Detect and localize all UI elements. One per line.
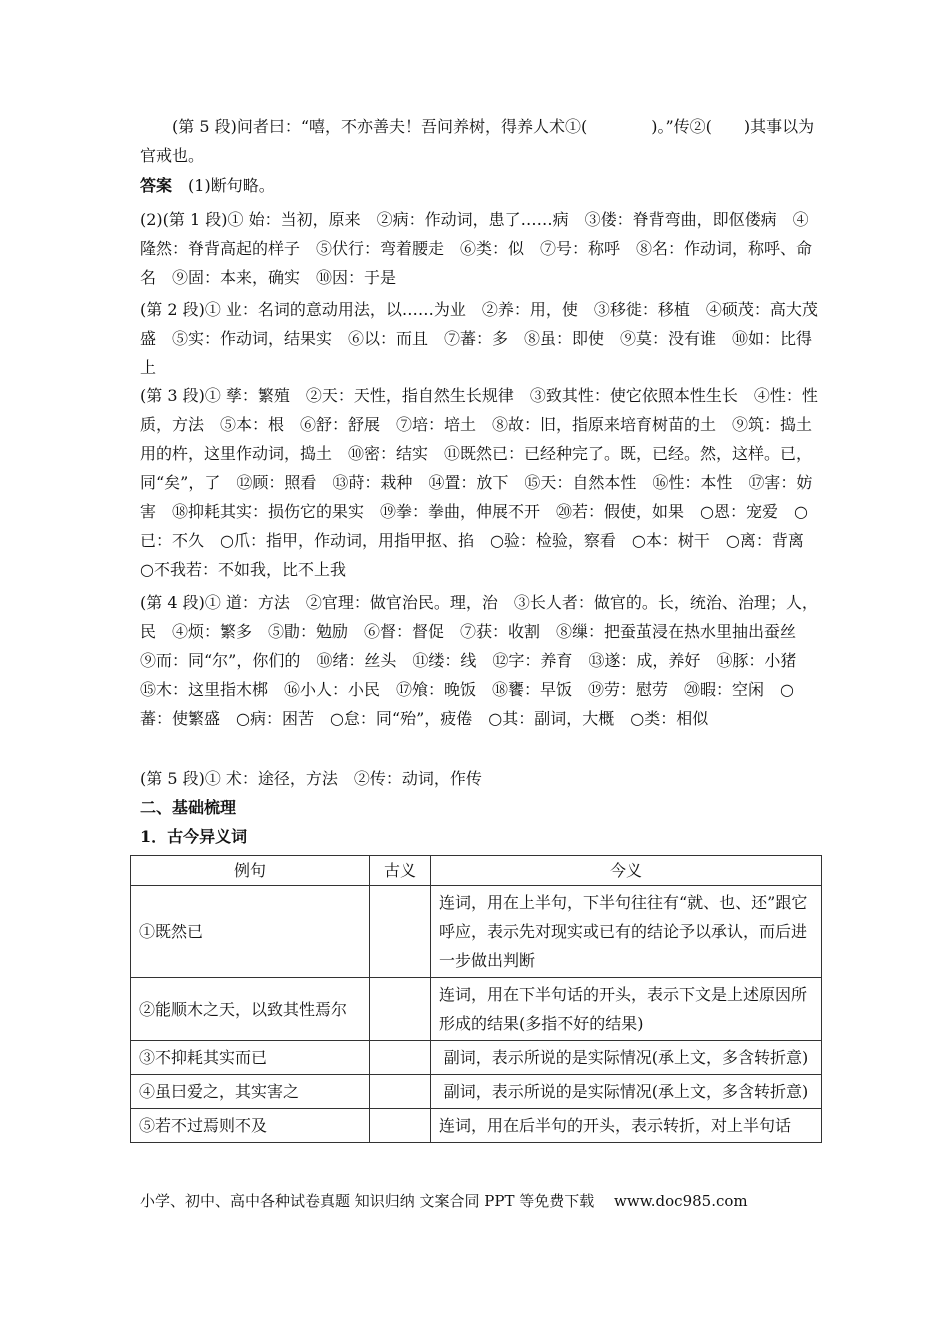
answer-label: 答案 xyxy=(140,176,173,195)
answer-paragraph-3: (第 3 段)① 孳：繁殖 ②天：天性，指自然生长规律 ③致其性：使它依照本性生长 ④性：性质，方法 ⑤本：根 ⑥舒：舒展 ⑦培：培土 ⑧故：旧，指原来培育树苗的土 ⑨筑：捣土用的杵，这里作动词，捣土 ⑩密：结实 ⑪既然已：已经种完了。既，已经。然，这样。已，同“矣”，了 ⑫顾：照看 ⑬莳：栽种 ⑭置：放下 ⑮天：自然本性 ⑯性：本性 ⑰害：妨害 ⑱抑耗其实：损伤它的果实 ⑲拳：拳曲，伸展不开 ⑳若：假使，如果 ○恩：宠爱 ○已：不久 ○爪：指甲，作动词，用指甲抠、掐 ○验：检验，察看 ○本：树干 ○离：背离 ○不我若：不如我，比不上我 xyxy=(140,386,820,579)
table-row xyxy=(131,886,822,978)
intro-paragraph: (第 5 段)问者曰：“嘻，不亦善夫！吾问养树，得养人术①( )。”传②( )其事以为官戒也。 xyxy=(140,117,815,165)
table-row xyxy=(131,978,822,1041)
example-cell: ⑤若不过焉则不及 xyxy=(131,1109,370,1143)
modern-cell: 连词，用在下半句话的开头，表示下文是上述原因所形成的结果(多指不好的结果) xyxy=(431,978,822,1041)
table-row xyxy=(131,1041,822,1075)
modern-cell: 副词，表示所说的是实际情况(承上文，多含转折意) xyxy=(431,1075,822,1109)
answer-heading xyxy=(140,171,820,200)
header-ancient: 古义 xyxy=(370,856,431,886)
modern-cell: 连词，用在上半句，下半句往往有“就、也、还”跟它呼应，表示先对现实或已有的结论予以承认，而后进一步做出判断 xyxy=(431,886,822,978)
header-example: 例句 xyxy=(131,856,370,886)
header-modern: 今义 xyxy=(431,856,822,886)
subsection-title: 1．古今异义词 xyxy=(140,827,248,846)
word-meaning-table xyxy=(130,855,822,1143)
answer-paragraph-2: (第 2 段)① 业：名词的意动用法，以……为业 ②养：用，使 ③移徙：移植 ④硕茂：高大茂盛 ⑤实：作动词，结果实 ⑥以：而且 ⑦蕃：多 ⑧虽：即使 ⑨莫：没有谁 ⑩如：比得上 xyxy=(140,300,818,377)
table-row xyxy=(131,1075,822,1109)
section-title: 二、基础梳理 xyxy=(140,798,237,817)
modern-cell: 连词，用在后半句的开头，表示转折，对上半句话 xyxy=(431,1109,822,1143)
example-cell: ④虽曰爱之，其实害之 xyxy=(131,1075,370,1109)
answer-part1: (1)断句略。 xyxy=(188,176,275,195)
answer-paragraph-5: (第 5 段)① 术：途径，方法 ②传：动词，作传 xyxy=(140,769,482,788)
example-cell: ③不抑耗其实而已 xyxy=(131,1041,370,1075)
answer-paragraph-1: (2)(第 1 段)① 始：当初，原来 ②病：作动词，患了……病 ③偻：脊背弯曲，即伛偻病 ④隆然：脊背高起的样子 ⑤伏行：弯着腰走 ⑥类：似 ⑦号：称呼 ⑧名：作动词，称呼、命名 ⑨固：本来，确实 ⑩因：于是 xyxy=(140,210,813,287)
ancient-cell xyxy=(370,1109,431,1143)
modern-cell: 副词，表示所说的是实际情况(承上文，多含转折意) xyxy=(431,1041,822,1075)
table-row xyxy=(131,1109,822,1143)
answer-paragraph-4: (第 4 段)① 道：方法 ②官理：做官治民。理，治 ③长人者：做官的。长，统治、治理；人，民 ④烦：繁多 ⑤勖：勉励 ⑥督：督促 ⑦获：收割 ⑧缫：把蚕茧浸在热水里抽出蚕丝 ⑨而：同“尔”，你们的 ⑩绪：丝头 ⑪缕：线 ⑫字：养育 ⑬遂：成，养好 ⑭豚：小猪 ⑮木：这里指木梆 ⑯小人：小民 ⑰飧：晚饭 ⑱饔：早饭 ⑲劳：慰劳 ⑳暇：空闲 ○蕃：使繁盛 ○病：困苦 ○怠：同“殆”，疲倦 ○其：副词，大概 ○类：相似 xyxy=(140,593,818,728)
example-cell: ②能顺木之天，以致其性焉尔 xyxy=(131,978,370,1041)
ancient-cell xyxy=(370,978,431,1041)
page-footer: 小学、初中、高中各种试卷真题 知识归纳 文案合同 PPT 等免费下载 www.doc985.com xyxy=(140,1192,748,1210)
ancient-cell xyxy=(370,886,431,978)
example-cell: ①既然已 xyxy=(131,886,370,978)
table-header-row xyxy=(131,856,822,886)
ancient-cell xyxy=(370,1041,431,1075)
ancient-cell xyxy=(370,1075,431,1109)
